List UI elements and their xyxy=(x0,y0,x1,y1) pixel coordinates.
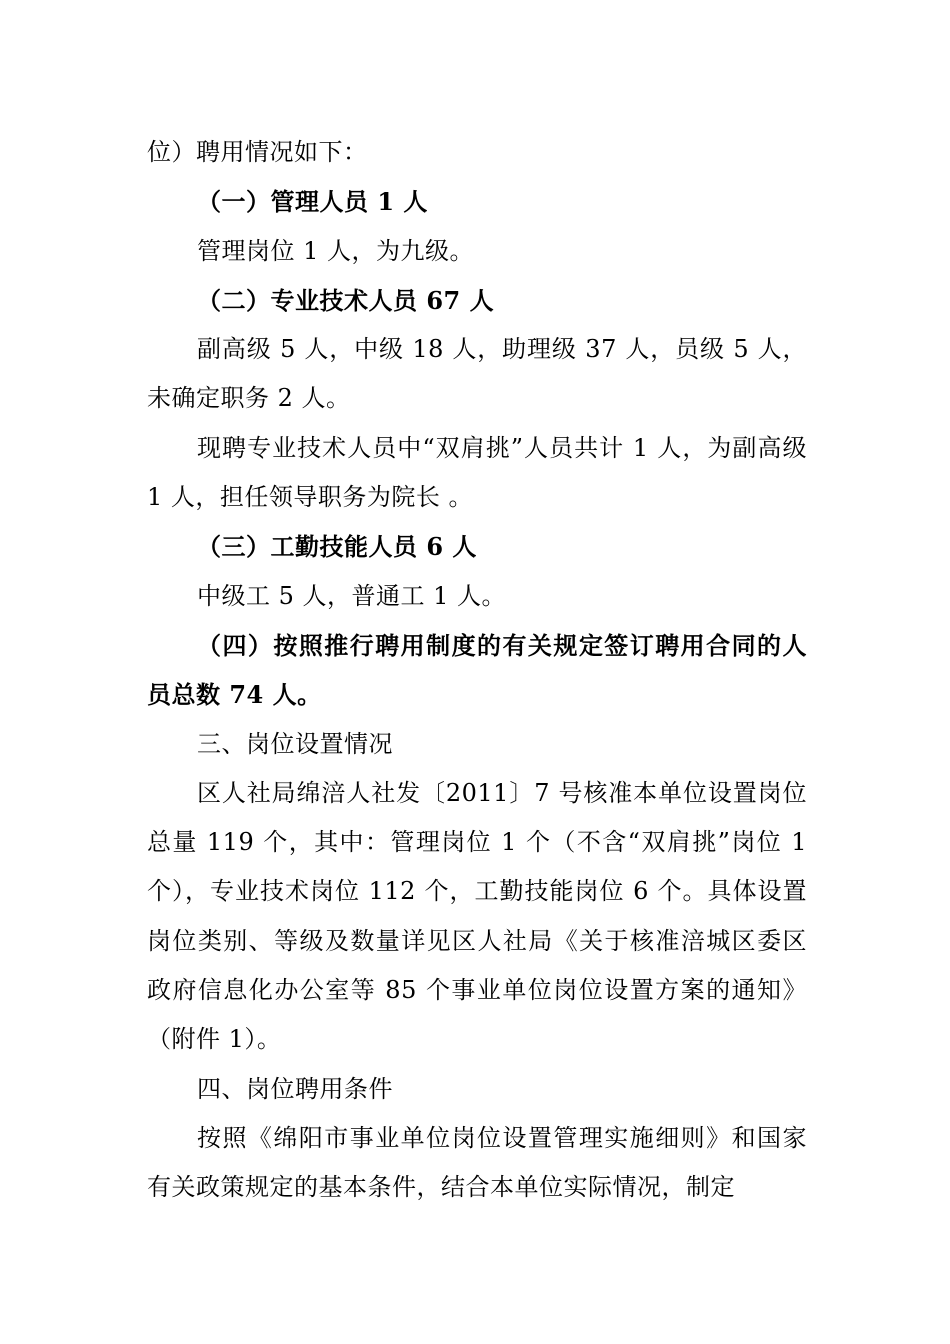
subheading-technical: （二）专业技术人员 67 人 xyxy=(197,285,495,315)
paragraph-intro: 位）聘用情况如下： xyxy=(147,138,368,166)
paragraph-dual-role: 现聘专业技术人员中“双肩挑”人员共计 1 人，为副高级 1 人，担任领导职务为院长 。 xyxy=(147,433,807,512)
subheading-management: （一）管理人员 1 人 xyxy=(197,187,428,217)
section-heading-post-setup: 三、岗位设置情况 xyxy=(197,729,393,758)
paragraph-management: 管理岗位 1 人，为九级。 xyxy=(197,236,475,265)
subheading-contract-total: （四）按照推行聘用制度的有关规定签订聘用合同的人员总数 74 人。 xyxy=(147,630,807,710)
paragraph-technical-levels: 副高级 5 人，中级 18 人，助理级 37 人，员级 5 人，未确定职务 2 人。 xyxy=(147,335,807,413)
paragraph-conditions: 按照《绵阳市事业单位岗位设置管理实施细则》和国家有关政策规定的基本条件，结合本单位实际情况，制定 xyxy=(147,1123,807,1202)
paragraph-service: 中级工 5 人，普通工 1 人。 xyxy=(197,581,507,610)
subheading-service: （三）工勤技能人员 6 人 xyxy=(197,532,477,562)
section-heading-conditions: 四、岗位聘用条件 xyxy=(197,1074,393,1103)
paragraph-post-setup: 区人社局绵涪人社发〔2011〕7 号核准本单位设置岗位总量 119 个，其中：管理岗位 1 个（不含“双肩挑”岗位 1 个），专业技术岗位 112 个，工勤技能岗位 6 个。具体设置岗位类别、等级及数量详见区人社局《关于核准涪城区委区政府信息化办公室等 85 个事业单位岗位设置方案的通知》（附件 1）。 xyxy=(147,778,807,1054)
document-body xyxy=(147,128,807,1213)
